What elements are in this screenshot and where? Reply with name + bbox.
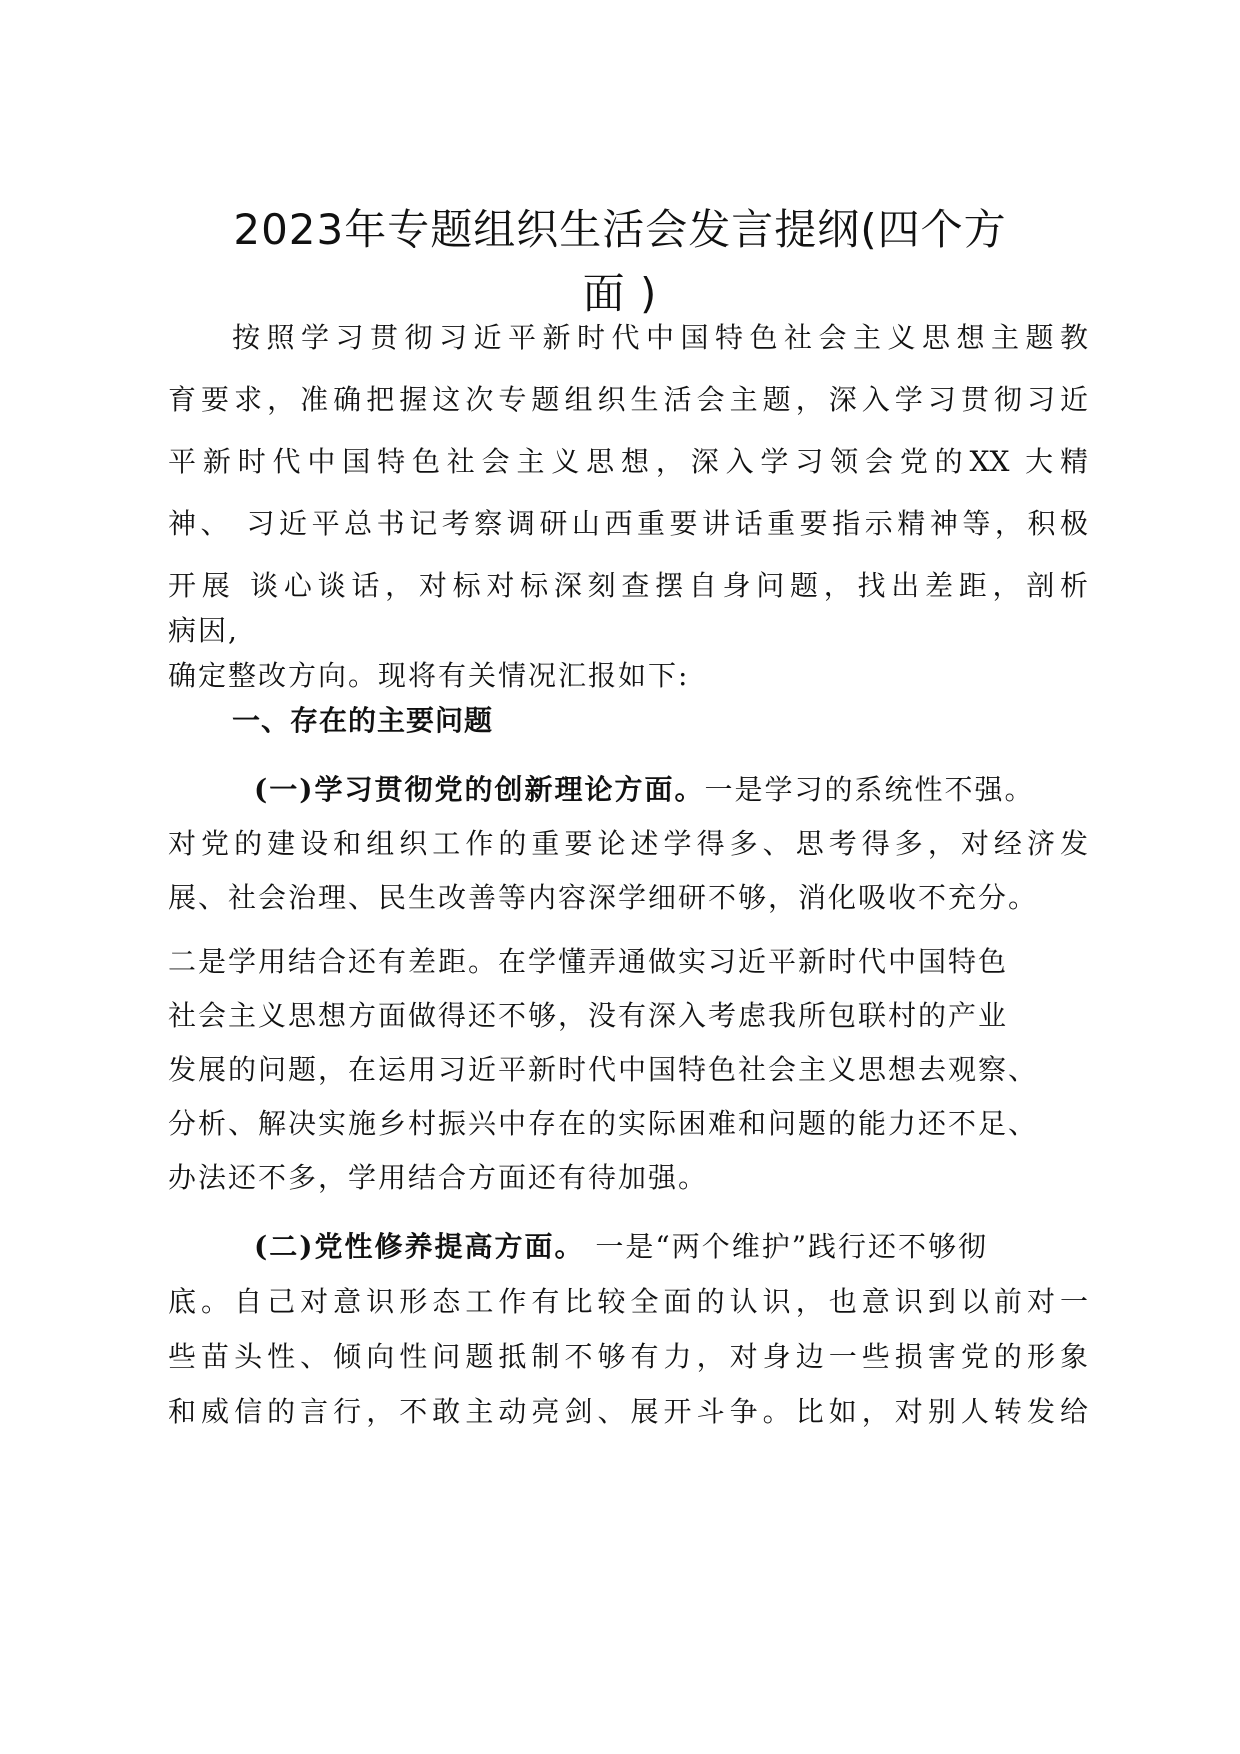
document-title-line-2: 面 ): [582, 269, 658, 318]
intro-line: 平新时代中国特色社会主义思想，深入学习领会党的XX 大精: [168, 445, 1088, 478]
body-line: 分析、解决实施乡村振兴中存在的实际困难和问题的能力还不足、: [168, 1107, 1039, 1140]
subsection-label: (一)学习贯彻党的创新理论方面。: [254, 773, 705, 806]
body-line: 办法还不多，学用结合方面还有待加强。: [168, 1161, 709, 1194]
subsection-label: (二)党性修养提高方面。: [254, 1230, 585, 1263]
body-line: 对党的建设和组织工作的重要论述学得多、思考得多，对经济发: [168, 827, 1088, 860]
intro-line: 病因,: [168, 614, 239, 647]
body-line: 发展的问题，在运用习近平新时代中国特色社会主义思想去观察、: [168, 1053, 1039, 1086]
body-line: 展、社会治理、民生改善等内容深学细研不够，消化吸收不充分。: [168, 881, 1039, 914]
subsection-text: 一是学习的系统性不强。: [704, 773, 1035, 806]
subsection-text: 一是“两个维护”践行还不够彻: [584, 1230, 989, 1263]
body-line: 社会主义思想方面做得还不够，没有深入考虑我所包联村的产业: [168, 999, 1009, 1032]
subsection-first-line: [254, 770, 1088, 810]
body-line: 些苗头性、倾向性问题抵制不够有力，对身边一些损害党的形象: [168, 1340, 1088, 1373]
intro-line: 开展 谈心谈话，对标对标深刻查摆自身问题，找出差距，剖析: [168, 569, 1088, 602]
intro-line: 按照学习贯彻习近平新时代中国特色社会主义思想主题教: [232, 321, 1088, 354]
document-title-line-1: 2023年专题组织生活会发言提纲(四个方: [233, 205, 1007, 254]
subsection-first-line: [254, 1227, 1088, 1267]
body-line: 和威信的言行，不敢主动亮剑、展开斗争。比如，对别人转发给: [168, 1395, 1088, 1428]
body-line: 底。自己对意识形态工作有比较全面的认识，也意识到以前对一: [168, 1285, 1088, 1318]
intro-line: 神、 习近平总书记考察调研山西重要讲话重要指示精神等，积极: [168, 507, 1088, 540]
intro-line: 确定整改方向。现将有关情况汇报如下:: [168, 659, 690, 692]
body-line: 二是学用结合还有差距。在学懂弄通做实习近平新时代中国特色: [168, 945, 1009, 978]
intro-line: 育要求，准确把握这次专题组织生活会主题，深入学习贯彻习近: [168, 383, 1088, 416]
section-heading: 一、存在的主要问题: [232, 704, 494, 737]
